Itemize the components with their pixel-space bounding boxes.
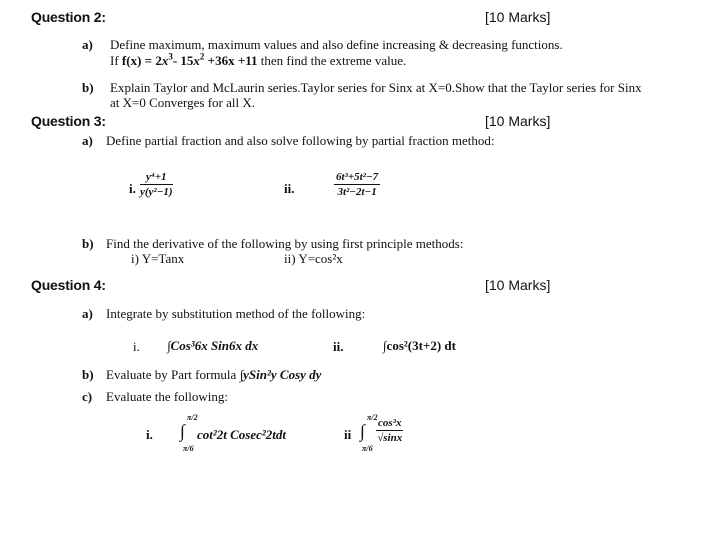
q4-a-ii-label: ii. — [333, 339, 344, 354]
q4-c-ii-fraction — [376, 417, 403, 444]
question-4-heading: Question 4: — [31, 277, 106, 293]
q2-b-line2: at X=0 Converges for all X. — [110, 95, 256, 110]
q2-a-exp2: 2 — [199, 51, 205, 62]
q2-a-if: If — [110, 53, 122, 68]
q3-i-label: i. — [129, 181, 136, 196]
q4-c-ii-lower-limit: π/6 — [362, 444, 373, 453]
q2-a-line1: Define maximum, maximum values and also define increasing & decreasing functions. — [110, 37, 563, 52]
q4-c-ii-upper-limit: π/2 — [367, 413, 378, 422]
q4-c-ii-numerator: cos³x — [378, 417, 402, 429]
q2-a-x2: x — [193, 53, 200, 68]
q4-c-label: c) — [82, 389, 93, 404]
question-3-marks: [10 Marks] — [485, 113, 551, 129]
q3-i-numerator: y⁴+1 — [140, 171, 173, 185]
q4-c-ii-label: ii — [344, 427, 352, 442]
q3-i-fraction — [140, 171, 173, 198]
q4-a-ii-expr: ∫cos²(3t+2) dt — [383, 338, 456, 353]
q3-ii-fraction — [334, 171, 380, 198]
q4-b-label: b) — [82, 367, 94, 382]
q3-ii-numerator: 6t³+5t²−7 — [336, 171, 379, 183]
q4-a-i-expr: ∫Cos³6x Sin6x dx — [167, 338, 259, 353]
q2-a-exp3: 3 — [168, 51, 173, 62]
q3-i-denominator: y(y²−1) — [140, 186, 173, 198]
q3-a-text: Define partial fraction and also solve following by partial fraction method: — [106, 133, 495, 148]
question-3-heading: Question 3: — [31, 113, 106, 129]
q4-c-text: Evaluate the following: — [106, 389, 229, 404]
q4-a-label: a) — [82, 306, 93, 321]
q4-c-i-expr: cot²2t Cosec²2tdt — [197, 427, 287, 442]
q3-ii-label: ii. — [284, 181, 295, 196]
q4-c-ii-denominator: √sinx — [377, 432, 403, 444]
q3-a-label: a) — [82, 133, 93, 148]
q3-b-label: b) — [82, 236, 94, 251]
q2-a-fx: f(x) = 2 — [121, 53, 162, 68]
q4-a-i-label: i. — [133, 339, 140, 354]
integral-sign-icon: ∫ — [360, 421, 365, 441]
q3-b-ii: ii) Y=cos²x — [284, 251, 343, 266]
q4-a-text: Integrate by substitution method of the following: — [106, 306, 366, 321]
q3-b-text: Find the derivative of the following by using first principle methods: — [106, 236, 464, 251]
question-2-heading: Question 2: — [31, 9, 106, 25]
q4-b-text: Evaluate by Part formula — [106, 367, 240, 382]
q2-a-line2 — [110, 53, 406, 69]
q4-b-line — [106, 367, 321, 383]
q2-a-x3: x — [161, 53, 169, 68]
question-2-marks: [10 Marks] — [485, 9, 551, 25]
question-4-marks: [10 Marks] — [485, 277, 551, 293]
q4-b-expr: ∫ySin²y Cosy dy — [239, 367, 322, 382]
q4-c-i-upper-limit: π/2 — [187, 413, 198, 422]
q4-c-i-label: i. — [146, 427, 153, 442]
q3-ii-denominator: 3t²−2t−1 — [337, 186, 377, 198]
q2-a-rest: +36x +11 — [204, 53, 258, 68]
q2-a-mid: - 15 — [172, 53, 194, 68]
q2-b-line1: Explain Taylor and McLaurin series.Taylor series for Sinx at X=0.Show that the Taylor series for Sinx — [110, 80, 642, 95]
integral-sign-icon: ∫ — [180, 421, 185, 441]
q4-c-i-lower-limit: π/6 — [183, 444, 194, 453]
q2-b-label: b) — [82, 80, 94, 95]
q2-a-label: a) — [82, 37, 93, 52]
q2-a-end: then find the extreme value. — [257, 53, 407, 68]
q3-b-i: i) Y=Tanx — [131, 251, 185, 266]
